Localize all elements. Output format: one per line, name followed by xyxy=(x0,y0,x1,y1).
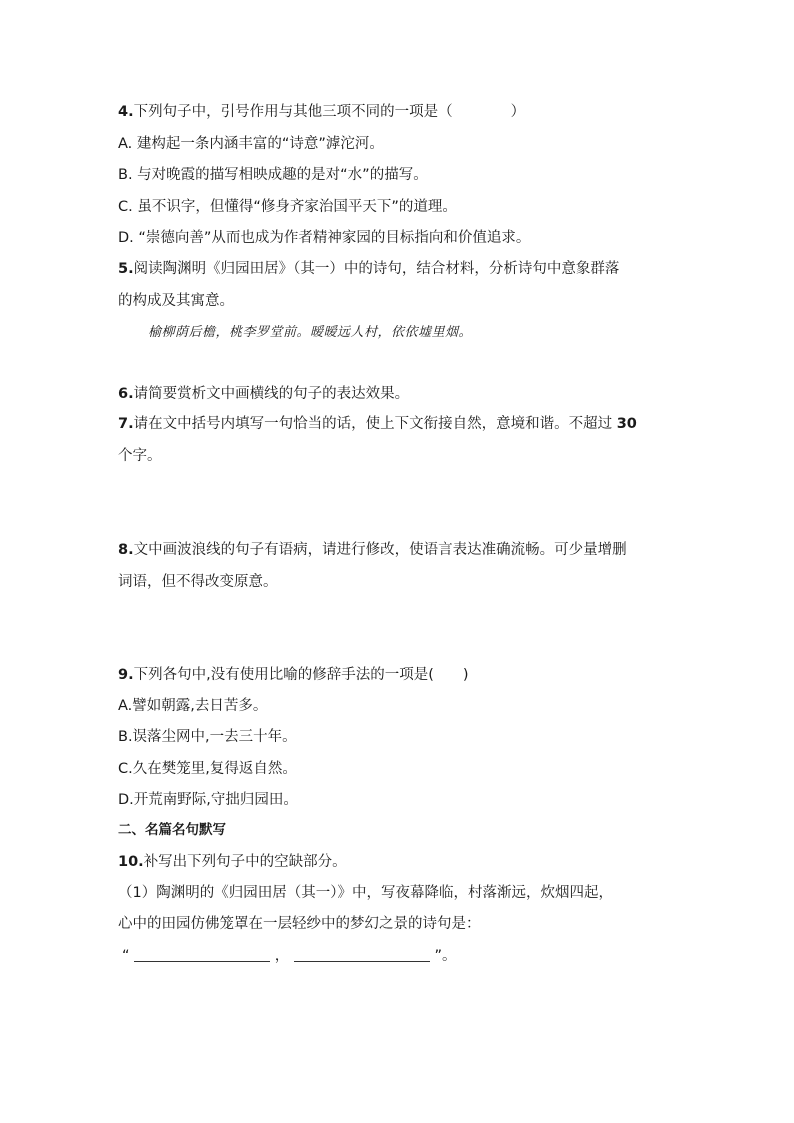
comma: ， xyxy=(274,948,290,964)
answer-blank-2[interactable] xyxy=(294,947,430,962)
question-9-stem: 9.下列各句中,没有使用比喻的修辞手法的一项是( ) xyxy=(118,667,469,683)
question-8-stem-cont: 词语，但不得改变原意。 xyxy=(118,574,278,590)
section-heading: 二、名篇名句默写 xyxy=(118,822,226,838)
question-4-option-c: C. 虽不识字，但懂得“修身齐家治国平天下”的道理。 xyxy=(118,199,457,215)
open-quote: “ xyxy=(122,948,130,964)
question-10-answer-line xyxy=(122,946,456,966)
question-10-sub1: （1）陶渊明的《归园田居（其一）》中，写夜幕降临，村落渐远，炊烟四起， xyxy=(118,885,613,901)
question-4-option-d: D. “崇德向善”从而也成为作者精神家园的目标指向和价值追求。 xyxy=(118,230,531,246)
question-9-option-a: A.譬如朝露,去日苦多。 xyxy=(118,698,268,714)
question-9-option-c: C.久在樊笼里,复得返自然。 xyxy=(118,761,297,777)
question-7-stem: 7.请在文中括号内填写一句恰当的话，使上下文衔接自然，意境和谐。不超过 30 xyxy=(118,416,637,432)
question-10-sub1-cont: 心中的田园仿佛笼罩在一层轻纱中的梦幻之景的诗句是： xyxy=(118,916,481,932)
answer-blank-1[interactable] xyxy=(134,947,270,962)
question-5-poem: 榆柳荫后檐，桃李罗堂前。暧暧远人村，依依墟里烟。 xyxy=(148,325,473,340)
question-10-stem: 10.补写出下列句子中的空缺部分。 xyxy=(118,854,347,870)
question-5-stem-cont: 的构成及其寓意。 xyxy=(118,293,234,309)
question-6-stem: 6.请简要赏析文中画横线的句子的表达效果。 xyxy=(118,386,410,402)
question-4-option-b: B. 与对晚霞的描写相映成趣的是对“水”的描写。 xyxy=(118,167,428,183)
close-quote: ”。 xyxy=(434,948,457,964)
question-9-option-b: B.误落尘网中,一去三十年。 xyxy=(118,729,297,745)
question-5-stem: 5.阅读陶渊明《归园田居》（其一）中的诗句，结合材料，分析诗句中意象群落 xyxy=(118,261,620,277)
question-8-stem: 8.文中画波浪线的句子有语病，请进行修改，使语言表达准确流畅。可少量增删 xyxy=(118,542,627,558)
question-7-stem-cont: 个字。 xyxy=(118,448,162,464)
question-4-stem: 4.下列句子中，引号作用与其他三项不同的一项是（ ） xyxy=(118,104,526,120)
question-4-option-a: A. 建构起一条内涵丰富的“诗意”滹沱河。 xyxy=(118,136,384,152)
question-9-option-d: D.开荒南野际,守拙归园田。 xyxy=(118,792,298,808)
